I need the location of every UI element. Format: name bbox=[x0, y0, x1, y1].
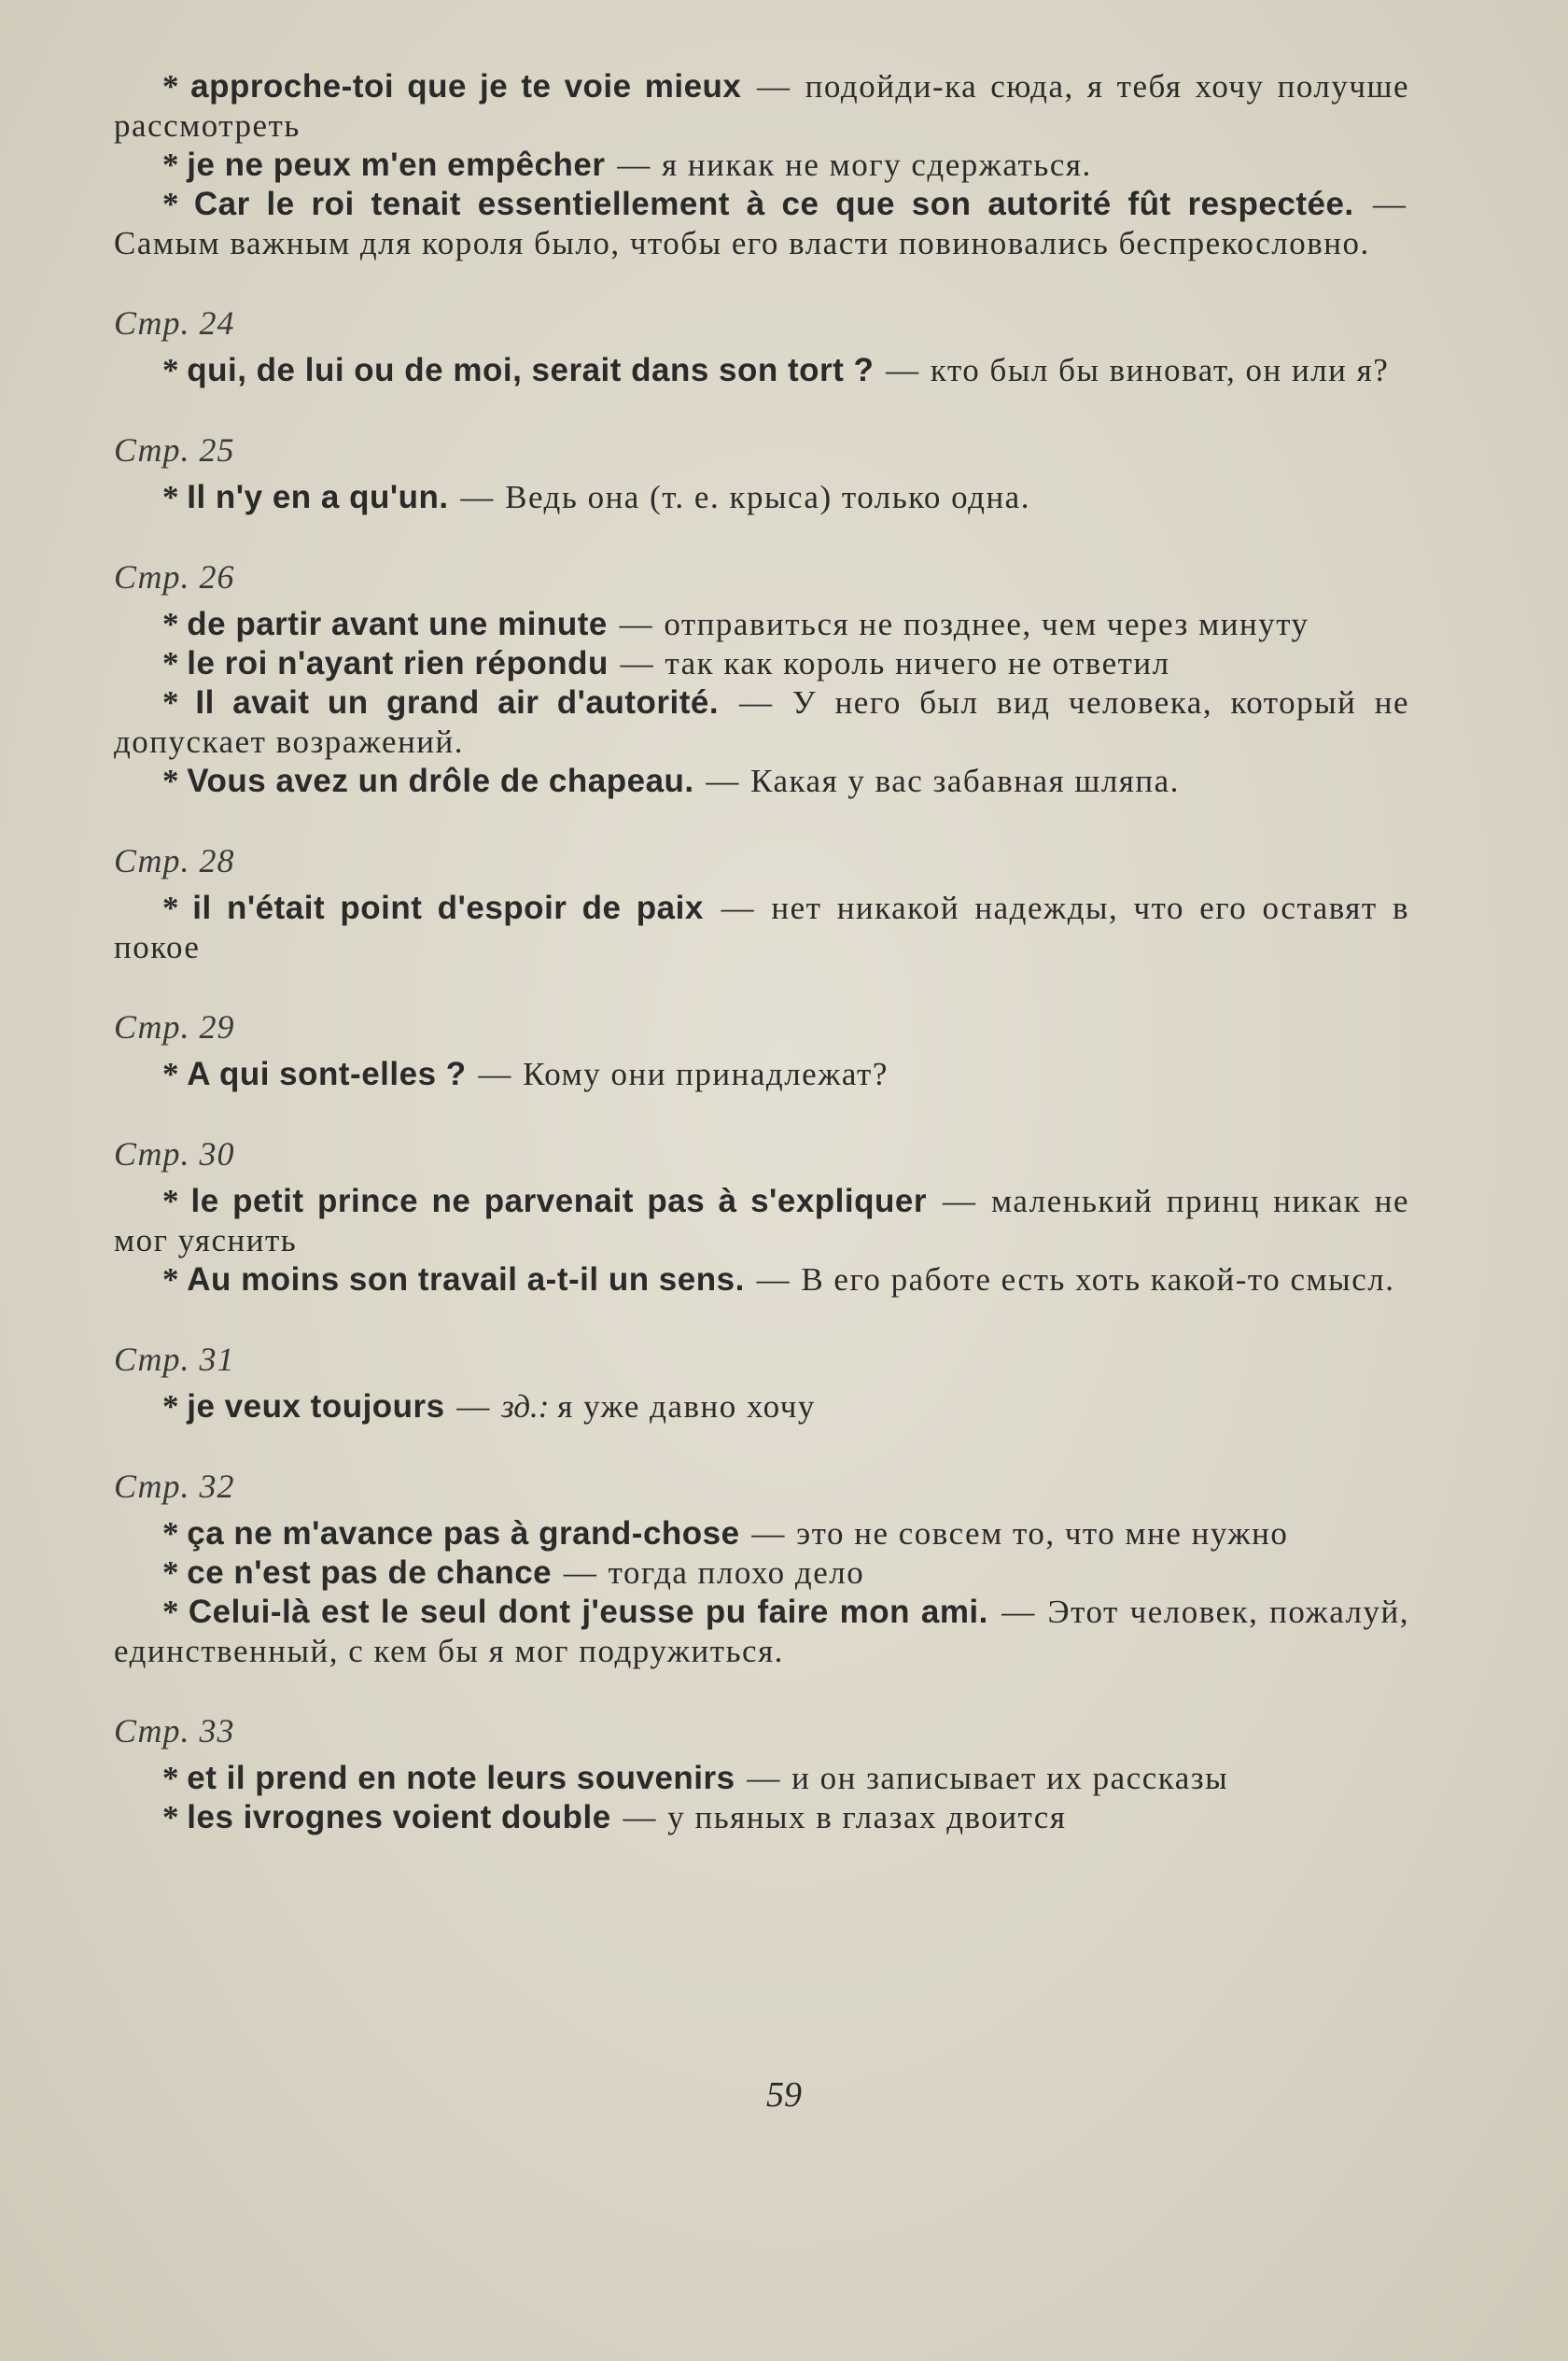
page-number: 59 bbox=[766, 2075, 802, 2115]
glossary-entry bbox=[114, 185, 1409, 263]
asterisk-marker: * bbox=[162, 1261, 179, 1298]
asterisk-marker: * bbox=[162, 1760, 179, 1796]
page-reference-heading: Стр. 30 bbox=[114, 1135, 235, 1173]
glossary-entry bbox=[114, 1553, 1409, 1593]
french-phrase: le petit prince ne parvenait pas à s'expliquer bbox=[190, 1183, 927, 1219]
em-dash: — bbox=[751, 1515, 785, 1552]
glossary-section bbox=[114, 1005, 1409, 1094]
asterisk-marker: * bbox=[162, 186, 179, 222]
russian-translation: Какая у вас забавная шляпа. bbox=[750, 763, 1180, 799]
french-phrase: le roi n'ayant rien répondu bbox=[187, 645, 609, 682]
french-phrase: qui, de lui ou de moi, serait dans son tort ? bbox=[187, 352, 875, 388]
glossary-entry bbox=[114, 1387, 1409, 1426]
glossary-entry bbox=[114, 478, 1409, 517]
glossary-section bbox=[114, 67, 1409, 263]
glossary-entry bbox=[114, 351, 1409, 390]
french-phrase: les ivrognes voient double bbox=[187, 1799, 611, 1835]
em-dash: — bbox=[1001, 1594, 1035, 1630]
asterisk-marker: * bbox=[162, 479, 179, 515]
page-reference-heading: Стр. 25 bbox=[114, 431, 235, 469]
glossary-section bbox=[114, 1708, 1409, 1837]
french-phrase: Il avait un grand air d'autorité. bbox=[195, 684, 720, 721]
glossary-entry bbox=[114, 1055, 1409, 1094]
em-dash: — bbox=[478, 1056, 511, 1092]
glossary-entry bbox=[114, 1514, 1409, 1553]
asterisk-marker: * bbox=[162, 606, 179, 642]
glossary-section bbox=[114, 301, 1409, 390]
asterisk-marker: * bbox=[162, 1594, 179, 1630]
em-dash: — bbox=[757, 68, 791, 105]
russian-translation: В его работе есть хоть какой-то смысл. bbox=[801, 1261, 1395, 1298]
russian-translation: маленький принц никак не мог уяснить bbox=[114, 1183, 1410, 1258]
russian-translation: Этот человек, пожалуй, единственный, с кем бы я мог подружиться. bbox=[114, 1594, 1410, 1669]
french-phrase: et il prend en note leurs souvenirs bbox=[187, 1760, 735, 1796]
glossary-section bbox=[114, 838, 1409, 967]
em-dash: — bbox=[617, 147, 651, 183]
glossary-entry bbox=[114, 67, 1409, 146]
abbreviation: зд.: bbox=[501, 1388, 550, 1425]
page-reference-heading: Стр. 32 bbox=[114, 1468, 235, 1505]
russian-translation: я никак не могу сдержаться. bbox=[662, 147, 1092, 183]
asterisk-marker: * bbox=[162, 1515, 179, 1552]
french-phrase: Il n'y en a qu'un. bbox=[187, 479, 449, 515]
russian-translation: Кому они принадлежат? bbox=[523, 1056, 889, 1092]
page-reference-heading: Стр. 33 bbox=[114, 1712, 235, 1750]
glossary-section bbox=[114, 428, 1409, 517]
french-phrase: Car le roi tenait essentiellement à ce que son autorité fût respectée. bbox=[193, 186, 1354, 222]
page-reference-heading: Стр. 28 bbox=[114, 842, 235, 879]
glossary-entry bbox=[114, 1798, 1409, 1837]
french-phrase: approche-toi que je te voie mieux bbox=[190, 68, 742, 105]
asterisk-marker: * bbox=[162, 1056, 179, 1092]
em-dash: — bbox=[619, 606, 652, 642]
french-phrase: ce n'est pas de chance bbox=[187, 1554, 553, 1591]
french-phrase: de partir avant une minute bbox=[187, 606, 608, 642]
asterisk-marker: * bbox=[162, 1388, 179, 1425]
russian-translation: это не совсем то, что мне нужно bbox=[796, 1515, 1289, 1552]
glossary-entry bbox=[114, 1260, 1409, 1300]
glossary-entry bbox=[114, 1182, 1409, 1260]
french-phrase: ça ne m'avance pas à grand-chose bbox=[187, 1515, 740, 1552]
em-dash: — bbox=[706, 763, 739, 799]
asterisk-marker: * bbox=[162, 763, 179, 799]
page-reference-heading: Стр. 24 bbox=[114, 304, 235, 342]
glossary-entry bbox=[114, 605, 1409, 644]
asterisk-marker: * bbox=[162, 890, 179, 926]
em-dash: — bbox=[738, 684, 772, 721]
french-phrase: Au moins son travail a-t-il un sens. bbox=[187, 1261, 745, 1298]
em-dash: — bbox=[756, 1261, 790, 1298]
russian-translation: у пьяных в глазах двоится bbox=[667, 1799, 1067, 1835]
french-phrase: Celui-là est le seul dont j'eusse pu faire mon ami. bbox=[188, 1594, 988, 1630]
glossary-section bbox=[114, 1464, 1409, 1671]
russian-translation: кто был бы виноват, он или я? bbox=[930, 352, 1390, 388]
french-phrase: je veux toujours bbox=[187, 1388, 445, 1425]
em-dash: — bbox=[620, 645, 653, 682]
glossary-section bbox=[114, 1337, 1409, 1426]
glossary-section bbox=[114, 555, 1409, 801]
asterisk-marker: * bbox=[162, 1554, 179, 1591]
russian-translation: нет никакой надежды, что его оставят в покое bbox=[114, 890, 1409, 965]
asterisk-marker: * bbox=[162, 1183, 179, 1219]
em-dash: — bbox=[721, 890, 754, 926]
asterisk-marker: * bbox=[162, 645, 179, 682]
russian-translation: так как король ничего не ответил bbox=[665, 645, 1170, 682]
french-phrase: Vous avez un drôle de chapeau. bbox=[187, 763, 694, 799]
russian-translation: Ведь она (т. е. крыса) только одна. bbox=[505, 479, 1030, 515]
asterisk-marker: * bbox=[162, 352, 179, 388]
em-dash: — bbox=[1373, 186, 1407, 222]
glossary-entry bbox=[114, 683, 1409, 762]
em-dash: — bbox=[623, 1799, 656, 1835]
russian-translation: подойди-ка сюда, я тебя хочу получше рассмотреть bbox=[114, 68, 1409, 144]
page-reference-heading: Стр. 26 bbox=[114, 558, 235, 596]
asterisk-marker: * bbox=[162, 1799, 179, 1835]
russian-translation: тогда плохо дело bbox=[608, 1554, 865, 1591]
em-dash: — bbox=[460, 479, 494, 515]
glossary-entry bbox=[114, 1759, 1409, 1798]
russian-translation: отправиться не позднее, чем через минуту bbox=[664, 606, 1309, 642]
russian-translation: Самым важным для короля было, чтобы его власти повиновались беспрекословно. bbox=[114, 225, 1370, 261]
glossary-entry bbox=[114, 644, 1409, 683]
asterisk-marker: * bbox=[162, 147, 179, 183]
russian-translation: У него был вид человека, который не допускает возражений. bbox=[114, 684, 1410, 760]
page-reference-heading: Стр. 31 bbox=[114, 1341, 235, 1378]
russian-translation: и он записывает их рассказы bbox=[791, 1760, 1229, 1796]
russian-translation: я уже давно хочу bbox=[557, 1388, 816, 1425]
page-reference-heading: Стр. 29 bbox=[114, 1008, 235, 1046]
french-phrase: je ne peux m'en empêcher bbox=[187, 147, 606, 183]
em-dash: — bbox=[747, 1760, 780, 1796]
em-dash: — bbox=[886, 352, 919, 388]
glossary-entry bbox=[114, 146, 1409, 185]
glossary-section bbox=[114, 1131, 1409, 1300]
asterisk-marker: * bbox=[162, 68, 179, 105]
french-phrase: A qui sont-elles ? bbox=[187, 1056, 467, 1092]
glossary-entry bbox=[114, 889, 1409, 967]
em-dash: — bbox=[942, 1183, 975, 1219]
glossary-entry bbox=[114, 762, 1409, 801]
em-dash: — bbox=[563, 1554, 596, 1591]
em-dash: — bbox=[456, 1388, 490, 1425]
asterisk-marker: * bbox=[162, 684, 179, 721]
glossary-entry bbox=[114, 1593, 1409, 1671]
glossary-content bbox=[114, 67, 1409, 1837]
french-phrase: il n'était point d'espoir de paix bbox=[192, 890, 704, 926]
